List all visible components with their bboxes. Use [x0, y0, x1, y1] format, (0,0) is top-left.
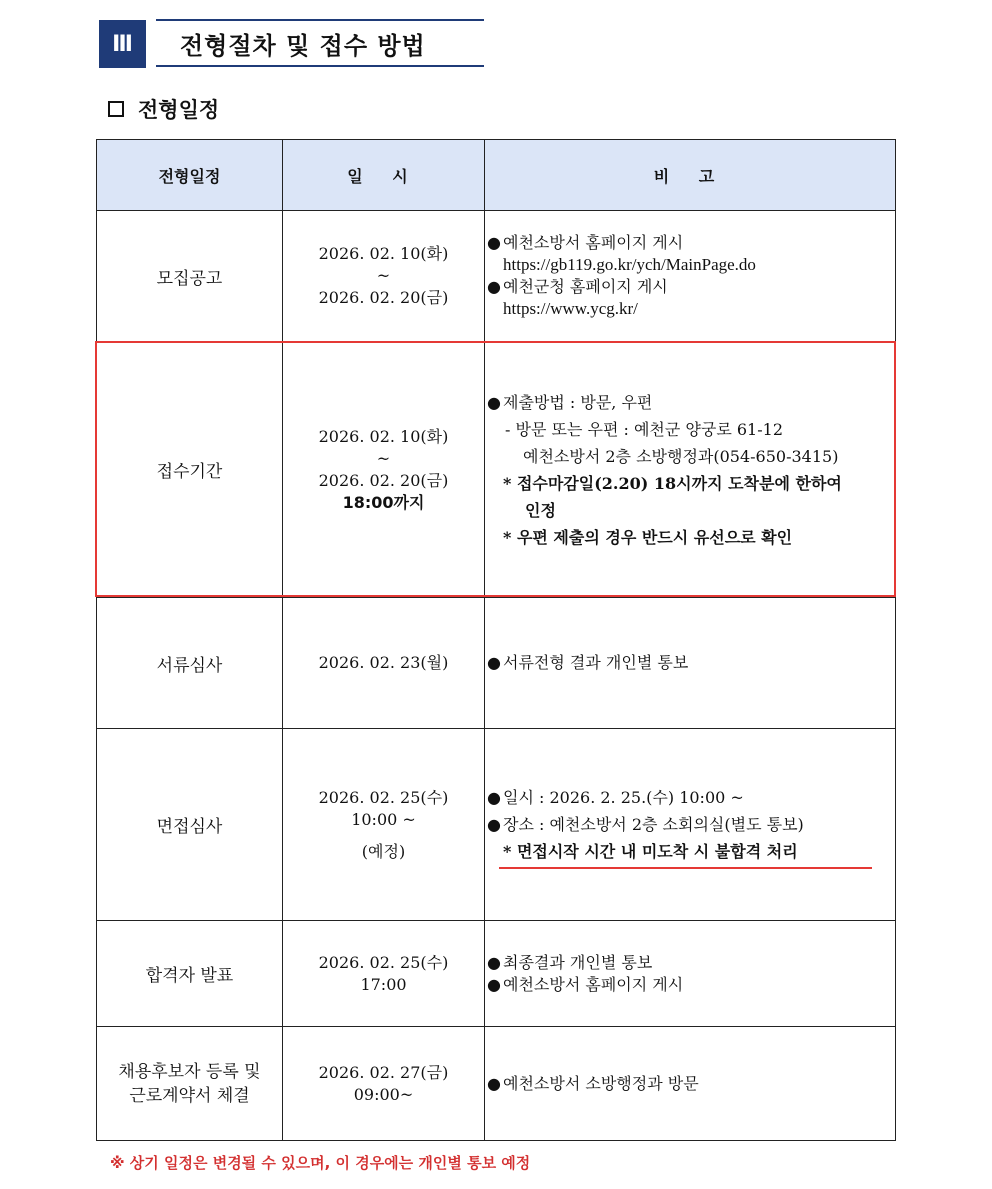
- header-stage: 전형일정: [97, 140, 283, 211]
- note-cell: [485, 729, 896, 921]
- note-item: ● 예천소방서 홈페이지 게시: [487, 233, 684, 252]
- bullet-icon: ●: [487, 1073, 501, 1093]
- table-row: [97, 598, 896, 729]
- table-row: [97, 1027, 896, 1141]
- schedule-footnote: ※ 상기 일정은 변경될 수 있으며, 이 경우에는 개인별 통보 예정: [110, 1154, 531, 1172]
- stage-cell: 모집공고: [97, 211, 283, 342]
- date-cell: [283, 211, 485, 342]
- date-line: 2026. 02. 10(화): [318, 244, 449, 263]
- note-cell: [485, 598, 896, 729]
- note-item: ● 서류전형 결과 개인별 통보: [487, 653, 689, 672]
- date-cell: [283, 598, 485, 729]
- note-cell: [485, 1027, 896, 1141]
- stage-cell: 접수기간: [97, 342, 283, 598]
- subsection-heading: [108, 94, 219, 124]
- table-row: [97, 342, 896, 598]
- date-line: 2026. 02. 20(금): [318, 288, 449, 307]
- bullet-icon: ●: [487, 233, 501, 252]
- date-line: 17:00: [360, 974, 407, 994]
- header-note: 비 고: [485, 140, 896, 211]
- schedule-table: [96, 139, 896, 1141]
- stage-cell: 서류심사: [97, 598, 283, 729]
- highlight-underline: [499, 867, 872, 869]
- stage-line: 채용후보자 등록 및: [118, 1061, 261, 1082]
- date-line: 09:00~: [353, 1084, 414, 1104]
- date-line: (예정): [361, 841, 406, 861]
- subsection-title: 전형일정: [138, 98, 220, 122]
- table-row: [97, 211, 896, 342]
- note-warning: * 접수마감일(2.20) 18시까지 도착분에 한하여: [503, 473, 842, 493]
- note-item: ● 최종결과 개인별 통보: [487, 952, 653, 972]
- note-warning: * 면접시작 시간 내 미도착 시 불합격 처리: [503, 842, 798, 861]
- bullet-icon: ●: [487, 653, 501, 672]
- bullet-icon: ●: [487, 277, 501, 296]
- header-date: 일 시: [283, 140, 485, 211]
- date-line: 2026. 02. 20(금): [318, 470, 449, 490]
- date-line: 2026. 02. 27(금): [318, 1062, 449, 1082]
- table-row: [97, 921, 896, 1027]
- note-cell: [485, 211, 896, 342]
- stage-cell: 면접심사: [97, 729, 283, 921]
- section-number-badge: Ⅲ: [99, 20, 146, 68]
- note-item: ● 제출방법 : 방문, 우편: [485, 389, 895, 416]
- date-line: 2026. 02. 25(수): [318, 787, 449, 807]
- note-subitem: 예천소방서 2층 소방행정과(054-650-3415): [523, 446, 839, 466]
- date-line: ~: [376, 448, 391, 468]
- note-item: ● 예천소방서 홈페이지 게시: [487, 974, 684, 994]
- bullet-icon: ●: [487, 788, 501, 807]
- date-cell: [283, 921, 485, 1027]
- date-cell: [283, 1027, 485, 1141]
- table-row: [97, 729, 896, 921]
- note-item: ● 예천소방서 소방행정과 방문: [487, 1073, 699, 1093]
- homepage-link[interactable]: https://gb119.go.kr/ych/MainPage.do: [503, 255, 756, 274]
- date-line: ~: [376, 266, 391, 285]
- date-line: 2026. 02. 23(월): [318, 653, 449, 672]
- date-cell: [283, 342, 485, 598]
- homepage-link[interactable]: https://www.ycg.kr/: [503, 299, 638, 318]
- note-item: ● 장소 : 예천소방서 2층 소회의실(별도 통보): [485, 811, 895, 838]
- bullet-icon: ●: [487, 392, 501, 412]
- note-cell: [485, 921, 896, 1027]
- section-title: 전형절차 및 접수 방법: [156, 19, 484, 67]
- bullet-icon: ●: [487, 815, 501, 834]
- table-header-row: [97, 140, 896, 211]
- stage-cell: [97, 1027, 283, 1141]
- stage-cell: 합격자 발표: [97, 921, 283, 1027]
- square-bullet-icon: [108, 101, 124, 117]
- note-subitem: - 방문 또는 우편 : 예천군 양궁로 61-12: [505, 419, 783, 439]
- stage-line: 근로계약서 체결: [129, 1085, 250, 1106]
- note-warning: * 우편 제출의 경우 반드시 유선으로 확인: [503, 527, 793, 547]
- date-line: 10:00 ~: [351, 809, 416, 829]
- note-warning: 인정: [525, 500, 556, 520]
- date-line: 2026. 02. 10(화): [318, 426, 449, 446]
- bullet-icon: ●: [487, 974, 501, 994]
- note-item: ● 일시 : 2026. 2. 25.(수) 10:00 ~: [485, 784, 895, 811]
- date-cell: [283, 729, 485, 921]
- note-cell: [485, 342, 896, 598]
- bullet-icon: ●: [487, 952, 501, 972]
- deadline-time: 18:00까지: [342, 492, 425, 512]
- date-line: 2026. 02. 25(수): [318, 952, 449, 972]
- note-item: ● 예천군청 홈페이지 게시: [487, 277, 668, 296]
